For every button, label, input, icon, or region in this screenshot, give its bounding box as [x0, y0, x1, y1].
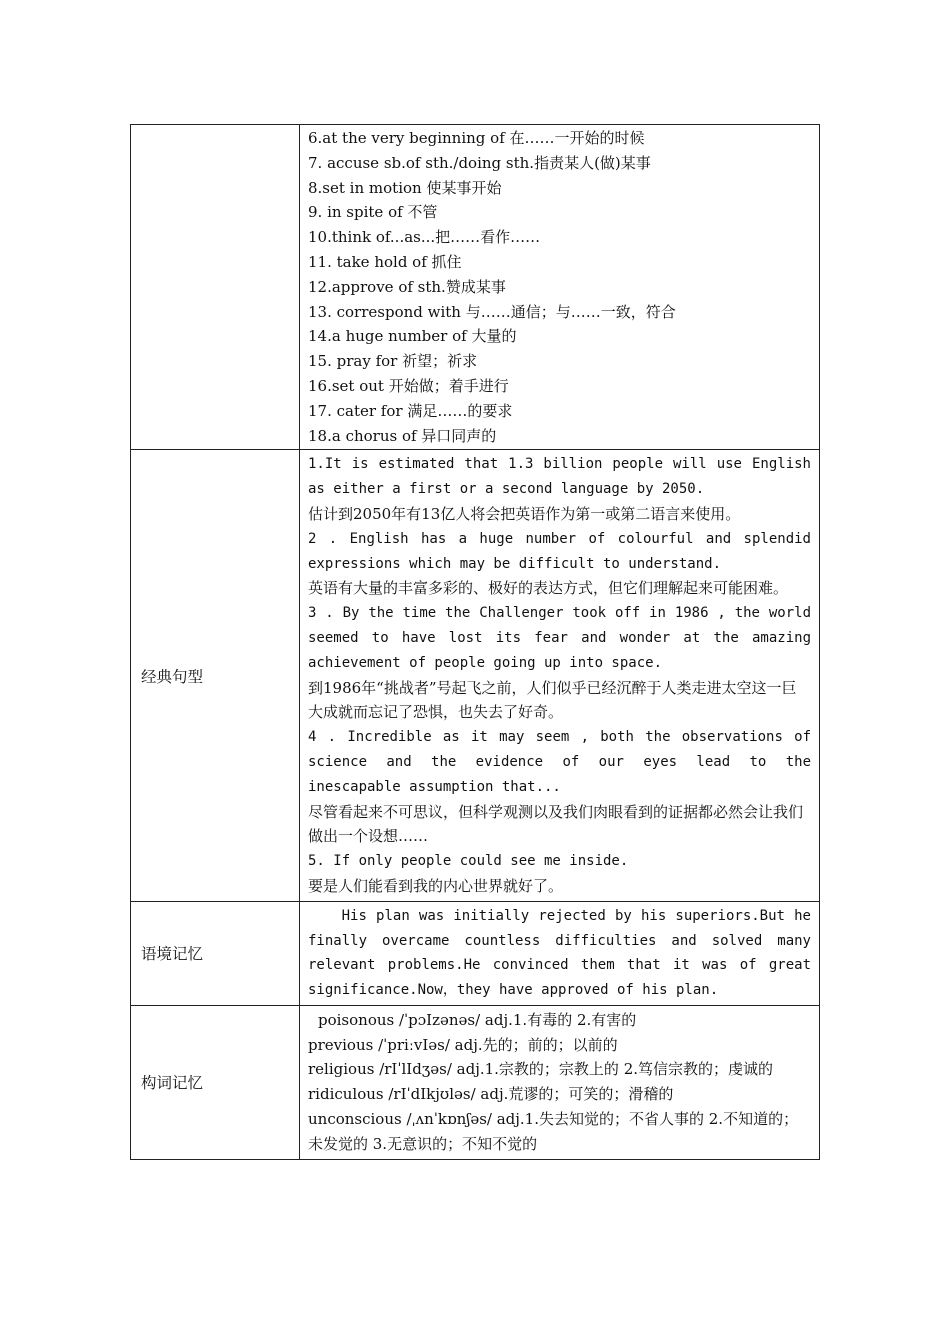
word-entry: previous /ˈpriːvIəs/ adj.先的；前的；以前的: [308, 1035, 618, 1054]
sentence-en: 1.It is estimated that 1.3 billion people will use English as either a first or a second language by 2050.: [308, 456, 811, 498]
phrase-item: 16.set out 开始做；着手进行: [308, 376, 509, 395]
context-row: [131, 901, 820, 1005]
sentence-en: 2 . English has a huge number of colourful and splendid expressions which may be difficult to understand.: [308, 530, 811, 572]
context-label: 语境记忆: [131, 901, 300, 1005]
phrase-item: 6.at the very beginning of 在……一开始的时候: [308, 129, 645, 147]
phrases-row: [131, 125, 820, 450]
phrase-item: 10.think of...as...把……看作……: [308, 228, 541, 247]
sentences-label: 经典句型: [131, 450, 300, 901]
phrase-item: 12.approve of sth.赞成某事: [308, 277, 506, 296]
phrases-label-cell: [131, 125, 300, 450]
word-entry: religious /rIˈlIdʒəs/ adj.1.宗教的；宗教上的 2.笃信宗教的；虔诚的: [308, 1060, 774, 1079]
sentences-content-cell: [300, 450, 820, 901]
sentence-en: 4 . Incredible as it may seem , both the observations of science and the evidence of our eyes lead to the inescapable assumption that...: [308, 729, 811, 795]
sentence-zh: 到1986年“挑战者”号起飞之前，人们似乎已经沉醉于人类走进太空这一巨大成就而忘记了恐惧，也失去了好奇。: [308, 678, 797, 722]
context-content-cell: [300, 901, 820, 1005]
phrase-item: 14.a huge number of 大量的: [308, 327, 517, 346]
phrase-item: 7. accuse sb.of sth./doing sth.指责某人(做)某事: [308, 153, 651, 172]
phrases-content-cell: [300, 125, 820, 450]
word-entry: poisonous /ˈpɔIzənəs/ adj.1.有毒的 2.有害的: [318, 1010, 637, 1029]
sentence-zh: 英语有大量的丰富多彩的、极好的表达方式，但它们理解起来可能困难。: [308, 579, 789, 598]
phrase-item: 15. pray for 祈望；祈求: [308, 352, 478, 371]
sentence-en: 3 . By the time the Challenger took off in 1986 , the world seemed to have lost its fear and wonder at the amazing achievement of people going up into space.: [308, 605, 811, 671]
wordformation-label: 构词记忆: [131, 1005, 300, 1159]
phrase-item: 8.set in motion 使某事开始: [308, 178, 502, 197]
sentence-zh: 要是人们能看到我的内心世界就好了。: [308, 876, 564, 895]
sentence-zh: 尽管看起来不可思议，但科学观测以及我们肉眼看到的证据都必然会让我们做出一个设想……: [308, 802, 804, 846]
word-entry: unconscious /ˌʌnˈkɒnʃəs/ adj.1.失去知觉的；不省人事的 2.不知道的；未发觉的 3.无意识的；不知不觉的: [308, 1110, 799, 1153]
wordformation-content-cell: [300, 1005, 820, 1159]
phrase-item: 13. correspond with 与……通信；与……一致，符合: [308, 302, 676, 321]
phrase-item: 9. in spite of 不管: [308, 203, 438, 222]
phrase-item: 18.a chorus of 异口同声的: [308, 426, 497, 445]
wordformation-row: [131, 1005, 820, 1159]
vocab-table: [130, 124, 820, 1160]
context-paragraph: His plan was initially rejected by his superiors.But he finally overcame countless difficulties and solved many relevant problems.He convinced them that it was of great significance.Now，they have approved of his plan.: [308, 907, 811, 999]
sentence-zh: 估计到2050年有13亿人将会把英语作为第一或第二语言来使用。: [308, 504, 741, 523]
phrase-item: 17. cater for 满足……的要求: [308, 401, 513, 420]
sentence-en: 5. If only people could see me inside.: [308, 853, 629, 870]
phrase-item: 11. take hold of 抓住: [308, 252, 462, 271]
sentences-row: [131, 450, 820, 901]
word-entry: ridiculous /rIˈdIkjʊləs/ adj.荒谬的；可笑的；滑稽的: [308, 1085, 674, 1104]
